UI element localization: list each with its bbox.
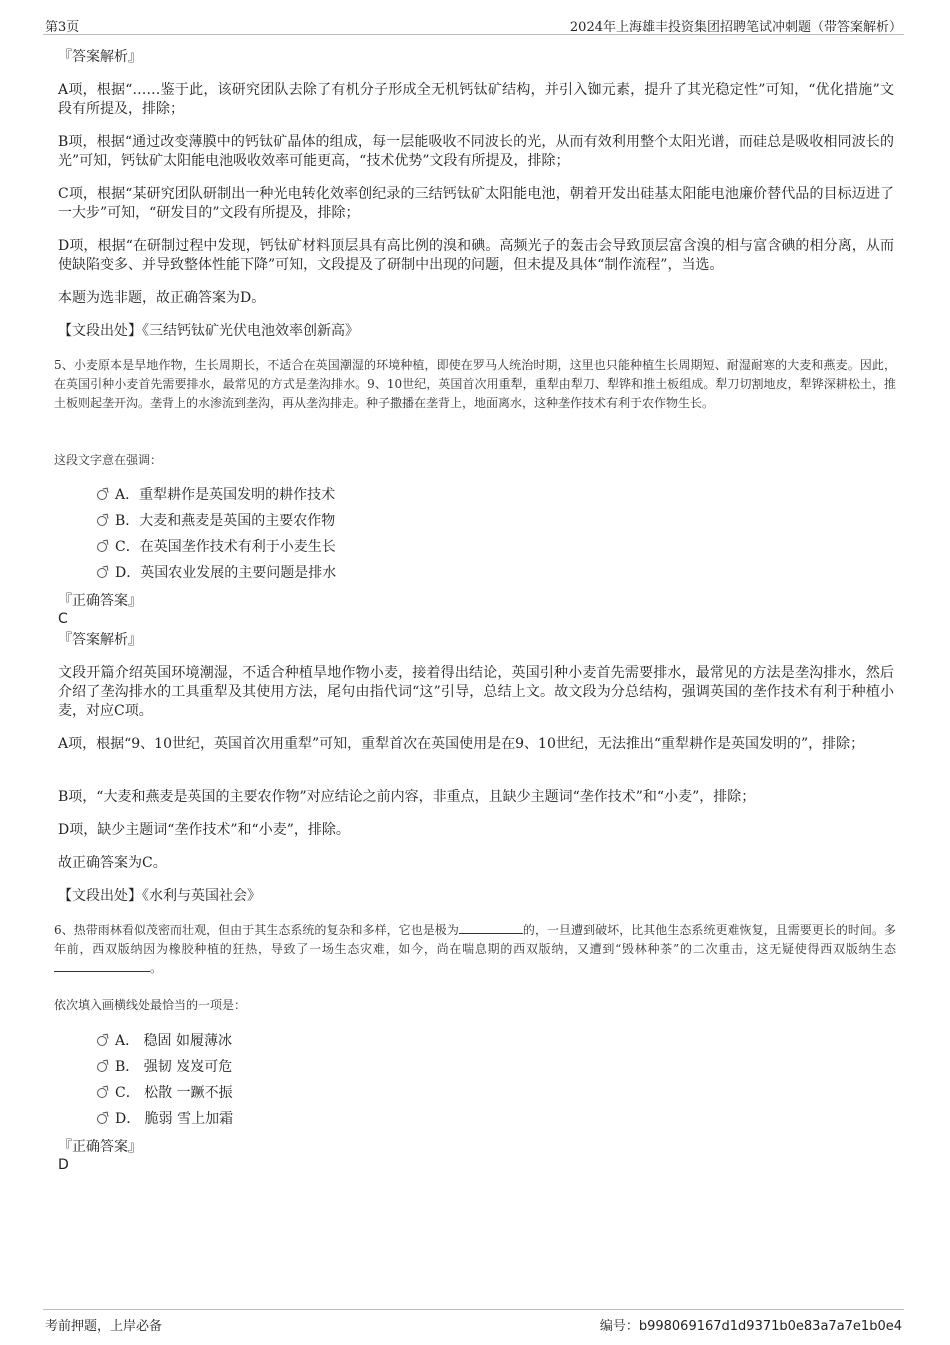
q6-stem-part1: 6、热带雨林看似茂密而壮观，但由于其生态系统的复杂和多样，它也是极为 xyxy=(54,923,459,937)
q6-stem-part2: 的，一旦遭到破坏，比其他生态系统更难恢复，且需要更长的时间。多年前，西双版纳因为橡胶种植的狂热，导致了一场生态灾难，如今，尚在喘息期的西双版纳，又遭到“毁林种茶”的二次重击，这无疑使得西双版纳生态 xyxy=(54,923,896,956)
q5-source: 【文段出处】《水利与英国社会》 xyxy=(58,888,261,904)
q5-option-b[interactable] xyxy=(97,512,335,531)
option-label: A．重犁耕作是英国发明的耕作技术 xyxy=(115,487,336,503)
page-header xyxy=(43,14,904,35)
page-footer xyxy=(43,1309,904,1334)
option-label: C． 松散 一蹶不振 xyxy=(115,1085,233,1101)
q6-answer: D xyxy=(58,1157,69,1173)
radio-icon[interactable] xyxy=(97,1036,107,1046)
radio-icon[interactable] xyxy=(97,1114,107,1124)
radio-icon[interactable] xyxy=(97,568,107,578)
document-title: 2024年上海雄丰投资集团招聘笔试冲刺题（带答案解析） xyxy=(569,20,902,35)
radio-icon[interactable] xyxy=(97,1088,107,1098)
radio-icon[interactable] xyxy=(97,490,107,500)
option-label: C．在英国垄作技术有利于小麦生长 xyxy=(115,539,336,555)
q5-stem: 5、小麦原本是旱地作物，生长周期长，不适合在英国潮湿的环境种植，即使在罗马人统治时期，这里也只能种植生长周期短、耐湿耐寒的大麦和燕麦。因此，在英国引种小麦首先需要排水，最常见的方式是垄沟排水。9、10世纪，英国首次用重犁，重犁由犁刀、犁铧和推土板组成。犁刀切割地皮，犁铧深耕松土，推土板则起垄开沟。垄背上的水渗流到垄沟，再从垄沟排走。种子撒播在垄背上，地面离水，这种垄作技术有利于农作物生长。 xyxy=(54,358,896,410)
q5-conclusion: 故正确答案为C。 xyxy=(58,855,167,871)
q6-blank-1 xyxy=(459,921,523,934)
q4-source: 【文段出处】《三结钙钛矿光伏电池效率创新高》 xyxy=(58,323,359,339)
q6-blank-2 xyxy=(54,959,150,972)
q5-analysis-a: A项，根据“9、10世纪，英国首次用重犁”可知，重犁首次在英国使用是在9、10世纪，无法推出“重犁耕作是英国发明的”，排除； xyxy=(58,736,865,752)
q6-stem xyxy=(54,921,896,978)
q5-analysis-main: 文段开篇介绍英国环境潮湿，不适合种植旱地作物小麦，接着得出结论，英国引种小麦首先需要排水，最常见的方法是垄沟排水，然后介绍了垄沟排水的工具重犁及其使用方法，尾句由指代词“这”引导，总结上文。故文段为分总结构，强调英国的垄作技术有利于种植小麦，对应C项。 xyxy=(58,665,894,719)
q6-option-c[interactable] xyxy=(97,1084,233,1103)
q5-prompt: 这段文字意在强调： xyxy=(54,453,163,467)
q6-option-a[interactable] xyxy=(97,1032,232,1051)
q6-answer-label: 『正确答案』 xyxy=(58,1139,142,1155)
option-label: A． 稳固 如履薄冰 xyxy=(115,1033,233,1049)
q5-option-c[interactable] xyxy=(97,538,336,557)
q4-analysis-label: 『答案解析』 xyxy=(58,49,142,65)
option-label: D． 脆弱 雪上加霜 xyxy=(115,1111,234,1127)
q6-prompt: 依次填入画横线处最恰当的一项是： xyxy=(54,998,247,1012)
q5-analysis-d: D项，缺少主题词“垄作技术”和“小麦”，排除。 xyxy=(58,822,350,838)
q6-stem-part3: 。 xyxy=(150,961,163,975)
q5-option-a[interactable] xyxy=(97,486,335,505)
q5-option-d[interactable] xyxy=(97,564,336,583)
q4-analysis-b: B项，根据“通过改变薄膜中的钙钛矿晶体的组成，每一层能吸收不同波长的光，从而有效利用整个太阳光谱，而硅总是吸收相同波长的光”可知，钙钛矿太阳能电池吸收效率可能更高，“技术优势”文段有所提及，排除； xyxy=(58,134,894,169)
q6-option-d[interactable] xyxy=(97,1110,233,1129)
option-label: B．大麦和燕麦是英国的主要农作物 xyxy=(115,513,336,529)
page-number: 第3页 xyxy=(45,20,80,35)
q4-analysis-c: C项，根据“某研究团队研制出一种光电转化效率创纪录的三结钙钛矿太阳能电池，朝着开发出硅基太阳能电池廉价替代品的目标迈进了一大步”可知，“研发目的”文段有所提及，排除； xyxy=(58,186,894,221)
q6-option-b[interactable] xyxy=(97,1058,232,1077)
q4-conclusion: 本题为选非题，故正确答案为D。 xyxy=(58,290,266,306)
q5-answer: C xyxy=(58,611,68,627)
q5-analysis-b: B项，“大麦和燕麦是英国的主要农作物”对应结论之前内容，非重点，且缺少主题词“垄作技术”和“小麦”，排除； xyxy=(58,789,756,805)
radio-icon[interactable] xyxy=(97,516,107,526)
footer-slogan: 考前押题，上岸必备 xyxy=(45,1319,163,1334)
document-code: 编号：b998069167d1d9371b0e83a7a7e1b0e4 xyxy=(599,1319,902,1334)
q4-analysis-a: A项，根据“……鉴于此，该研究团队去除了有机分子形成全无机钙钛矿结构，并引入铷元素，提升了其光稳定性”可知，“优化措施”文段有所提及，排除； xyxy=(58,82,894,117)
option-label: B． 强韧 岌岌可危 xyxy=(115,1059,233,1075)
q5-analysis-label: 『答案解析』 xyxy=(58,632,142,648)
option-label: D．英国农业发展的主要问题是排水 xyxy=(115,565,337,581)
radio-icon[interactable] xyxy=(97,1062,107,1072)
radio-icon[interactable] xyxy=(97,542,107,552)
q5-answer-label: 『正确答案』 xyxy=(58,593,142,609)
q4-analysis-d: D项，根据“在研制过程中发现，钙钛矿材料顶层具有高比例的溴和碘。高频光子的轰击会导致顶层富含溴的相与富含碘的相分离，从而使缺陷变多、并导致整体性能下降”可知，文段提及了研制中出现的问题，但未提及具体“制作流程”，当选。 xyxy=(58,238,894,273)
